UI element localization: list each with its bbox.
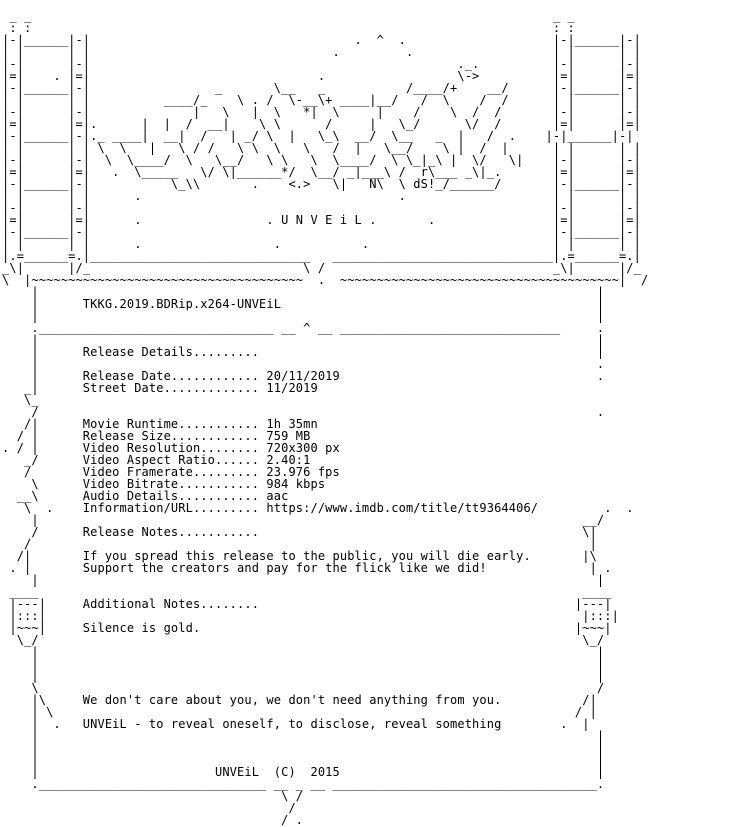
nfo-line: _/ Video Aspect Ratio...... 2.40:1 [2,453,597,467]
nfo-line: |-|______|-| . ^ . |-|______|-| [2,33,641,47]
nfo-line: / Release Notes........... \| [2,525,597,539]
nfo-line: | | | | . . | | | | [2,45,641,59]
nfo-line: /| If you spread this release to the public, you will die early. |\ [2,549,597,563]
nfo-line: |-|______|-| \_\\ . <.> \| N\ \ dS!_/______/ |-|______|-| [2,177,641,191]
nfo-line: | | [2,729,605,743]
nfo-line: |-|______|-| |-|______|-| [2,225,641,239]
nfo-line: _| Street Date............. 11/2019 [2,381,597,395]
nfo-line: | Release Details......... | [2,345,605,359]
nfo-line: __\ Audio Details........... aac [2,489,597,503]
nfo-line: |=| |=| . \_____ \/ \|______*/ \__/ _|___\ / r\___ _\|_. |=| |=| [2,165,641,179]
nfo-line: | | | | . . . | | | | [2,237,641,251]
nfo-line: |-|______|-|._ ____| __| / | _/ \ | \_\ __/ \__ _ | / . |-|______|-| [2,129,634,143]
nfo-line: .________________________________ __ ^ __ ______________________________ . [2,321,605,335]
nfo-line: | | [2,669,605,683]
nfo-line: / | [2,537,597,551]
nfo-line: |=| . |=| . \-> |=| |=| [2,69,641,83]
nfo-line: |:::| |:::| [2,609,619,623]
nfo-line: \ Video Bitrate........... 984 kbps [2,477,597,491]
nfo-line: | | | | \ \ | \ / / \ \ \ \ / | \__/ \ | / | | | | | [2,141,641,155]
nfo-line: / Video Framerate......... 23.976 fps [2,465,597,479]
nfo-line: \ |~~~~~~~~~~~~~~~~~~~~~~~~~~~~~~~~~~~~~ . ~~~~~~~~~~~~~~~~~~~~~~~~~~~~~~~~~~~~~~| / [2,273,649,287]
nfo-line: |-| |-| |-| |-| [2,201,641,215]
nfo-line: | | [2,309,605,323]
nfo-line: |=| |=|. | | / __| \ \ / | \_/ \/ / |=| |=| [2,117,641,131]
nfo-line: \ . Information/URL......... https://www.imdb.com/title/tt9364406/ . . [2,501,634,515]
nfo-line: | Release Date............ 20/11/2019 . [2,369,605,383]
nfo-line: / [2,801,296,815]
nfo-line: |-| |-| ._. |-| |-| [2,57,641,71]
nfo-line: | | | | . . | | | | [2,189,641,203]
nfo-line: |\ We don't care about you, we don't need anything from you. /| [2,693,597,707]
nfo-line: |.=______=.|______________________________ ______________________________|.=______=.| [2,249,641,263]
nfo-line: |-|______|-| _ \__ _ /____/+ __/ |-|______|-| [2,81,641,95]
nfo-line: : : : : [2,21,575,35]
nfo-line: |-| |-| \ \____/ \ \__/ \ \ \ \____/ \ \_|_\ | \/ \| |-| |-| [2,153,641,167]
nfo-line: | | [2,753,605,767]
nfo-line: | \ / | [2,705,597,719]
nfo-line: | | [2,645,605,659]
nfo-ascii-art [2,10,648,826]
nfo-line: |---| Additional Notes........ |---| [2,597,612,611]
nfo-line: | | [2,657,605,671]
nfo-line: | | | | ____/_ \ . / \-__\+ ____|__/ / \ / / | | | | [2,93,641,107]
nfo-line: \_/ \_/ [2,633,605,647]
nfo-line: ._______________________________ __ _ __ ____________________________________. [2,777,605,791]
nfo-line: |~~~| Silence is gold. |~~~| [2,621,612,635]
nfo-line: | | [2,333,605,347]
nfo-line: \_ [2,393,83,407]
nfo-line: | | [2,573,605,587]
nfo-line: / . [2,405,605,419]
nfo-line: \ / [2,789,304,803]
nfo-line: / . [2,813,304,827]
nfo-line: ____ ____ [2,585,612,599]
nfo-line: / | Release Size............ 759 MB [2,429,597,443]
nfo-line: /| Movie Runtime........... 1h 35mn [2,417,597,431]
nfo-line: | . [2,357,605,371]
nfo-line: . / | Video Resolution........ 720x300 px [2,441,597,455]
nfo-line: . | Support the creators and pay for the flick like we did! | . [2,561,612,575]
nfo-line: _\| |/_ \ / _\| |/_ [2,261,641,275]
nfo-line: |=| |=| . . U N V E i L . . |=| |=| [2,213,641,227]
nfo-line: |-| |-| | \ | \ *| \ | / \ / / |-| |-| [2,105,641,119]
nfo-line: | | [2,741,605,755]
nfo-line: | | [2,285,605,299]
nfo-line: _ _ _ _ [2,9,575,23]
nfo-line: | . UNVEiL - to reveal oneself, to disclose, reveal something . | [2,717,590,731]
nfo-line: | __/ [2,513,605,527]
nfo-line: | UNVEiL (C) 2015 | [2,765,605,779]
nfo-line: \ / [2,681,605,695]
nfo-line: | TKKG.2019.BDRip.x264-UNVEiL | [2,297,605,311]
